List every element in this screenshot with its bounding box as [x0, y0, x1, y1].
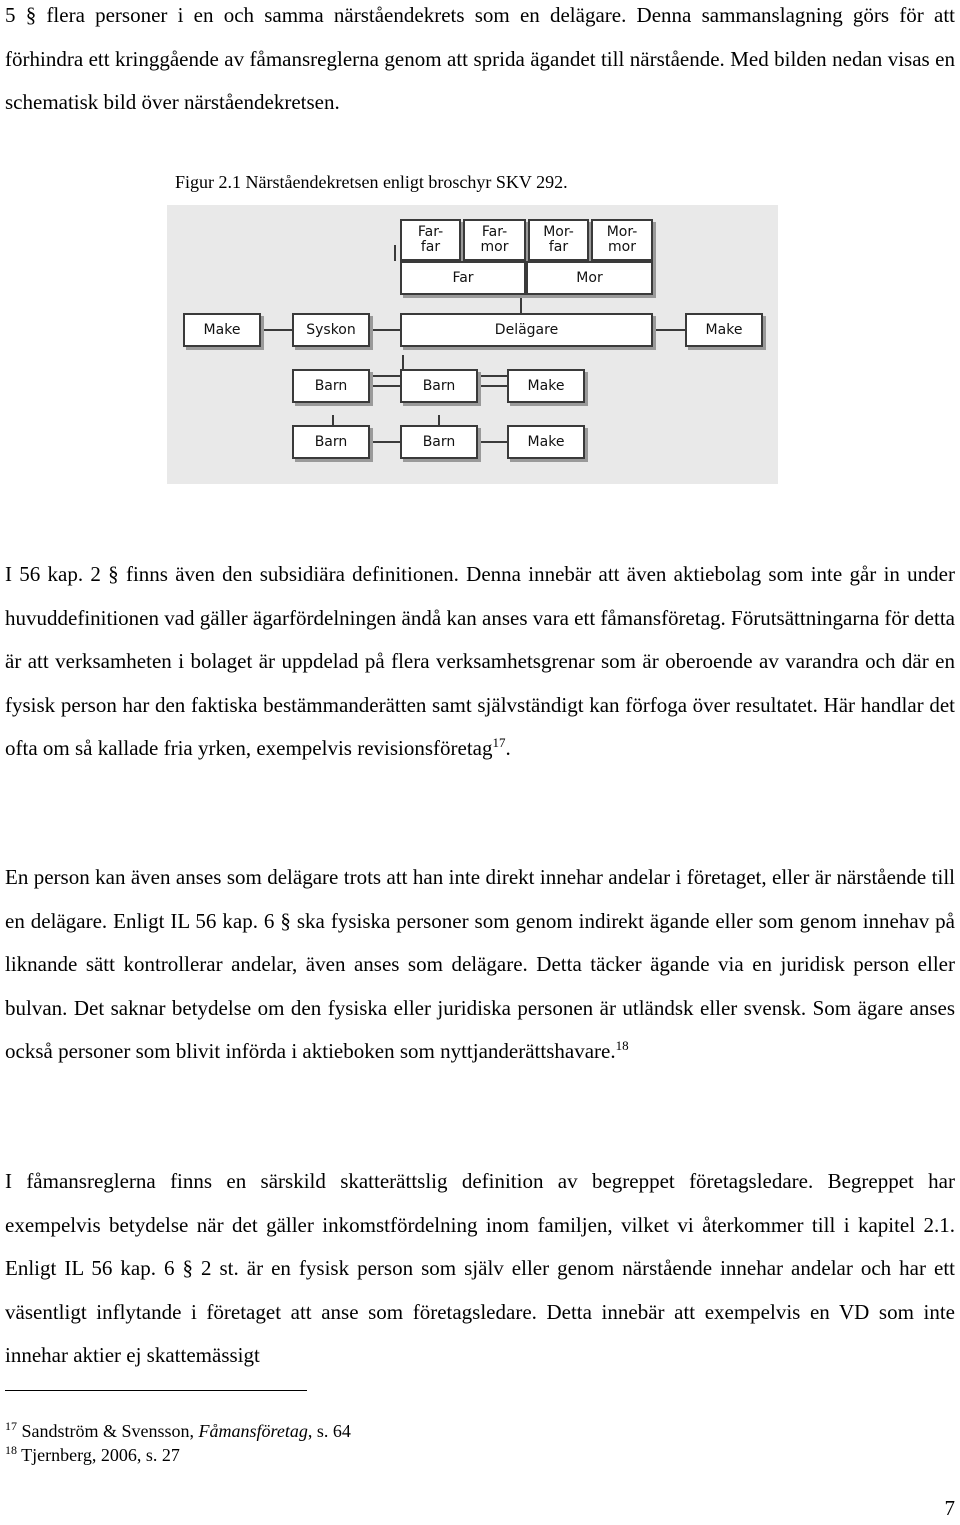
node-farmor: Far- mor [463, 219, 526, 261]
node-make-child: Make [507, 369, 585, 403]
company-leader-paragraph: I fåmansreglerna finns en särskild skatterättslig definition av begreppet företagsledare. Begreppet har exempelvis betydelse när det gäller inkomstfördelning inom familjen, vilket vi återkommer till i kapitel 2.1. Enligt IL 56 kap. 6 § 2 st. är en fysisk person som själv eller genom närstående innehar andelar och har ett väsentligt inflytande i företaget att anse som företagsledare. Detta innebär att exempelvis en VD som inte innehar aktier ej skattemässigt [5, 1169, 955, 1367]
connector-line [365, 441, 401, 443]
node-barn: Barn [292, 369, 370, 403]
node-barn: Barn [400, 425, 478, 459]
node-syskon: Syskon [292, 313, 370, 347]
node-far: Far [400, 261, 526, 295]
node-delagare: Delägare [400, 313, 653, 347]
node-barn: Barn [400, 369, 478, 403]
connector-line [474, 385, 510, 387]
kinship-diagram [167, 205, 778, 484]
node-make-left: Make [183, 313, 261, 347]
node-farfar: Far- far [400, 219, 461, 261]
footnote-ref-17[interactable]: 17 [492, 735, 506, 750]
node-make-right: Make [685, 313, 763, 347]
connector-line [365, 385, 401, 387]
figure-caption: Figur 2.1 Närståendekretsen enligt broschyr SKV 292. [175, 172, 568, 192]
connector-line [394, 245, 396, 261]
connector-line [474, 441, 510, 443]
node-make-child: Make [507, 425, 585, 459]
node-morfar: Mor- far [528, 219, 589, 261]
page-number: 7 [944, 1496, 955, 1520]
footnote-ref-18[interactable]: 18 [615, 1038, 629, 1053]
node-barn: Barn [292, 425, 370, 459]
node-mormor: Mor- mor [591, 219, 653, 261]
connector-line [520, 293, 522, 313]
node-mor: Mor [526, 261, 653, 295]
footnote-divider [5, 1390, 307, 1391]
indirect-ownership-paragraph: En person kan även anses som delägare trots att han inte direkt innehar andelar i företaget, eller är närstående till en delägare. Enligt IL 56 kap. 6 § ska fysiska personer som genom indirekt ägande eller som genom innehav på liknande sätt kontrollerar andelar, även anses som delägare. Detta täcker ägande via en juridisk person eller bulvan. Det saknar betydelse om den fysiska eller juridiska personen är utländsk eller svensk. Som ägare anses också personer som blivit införda i aktieboken som nyttjanderättshavare.$^{18}$ [5, 865, 955, 1063]
footnote-18: $^{18}$ Tjernberg, 2006, s. 27 [5, 1443, 180, 1465]
subsidiary-definition-paragraph: I 56 kap. 2 § finns även den subsidiära definitionen. Denna innebär att även aktiebolag som inte går in under huvuddefinitionen vad gäller ägarfördelningen ändå kan anses vara ett fåmansföretag. Förutsättningarna för detta är att verksamheten i bolaget är uppdelad på flera verksamhetsgrenar som är oberoende av varandra och där en fysisk person har den faktiska bestämmanderätten samt självständigt kan förfoga över resultatet. Här handlar det ofta om så kallade fria yrken, exempelvis revisionsföretag$^{17}$. [5, 562, 955, 760]
intro-paragraph: 5 § flera personer i en och samma närståendekrets som en delägare. Denna sammanslagning görs för att förhindra ett kringgående av fåmansreglerna genom att sprida ägandet till närstående. Med bilden nedan visas en schematisk bild över närståendekretsen. [5, 3, 955, 114]
footnote-17: $^{17}$ Sandström & Svensson, Fåmansföretag, s. 64 [5, 1419, 351, 1441]
connector-line [652, 329, 687, 331]
